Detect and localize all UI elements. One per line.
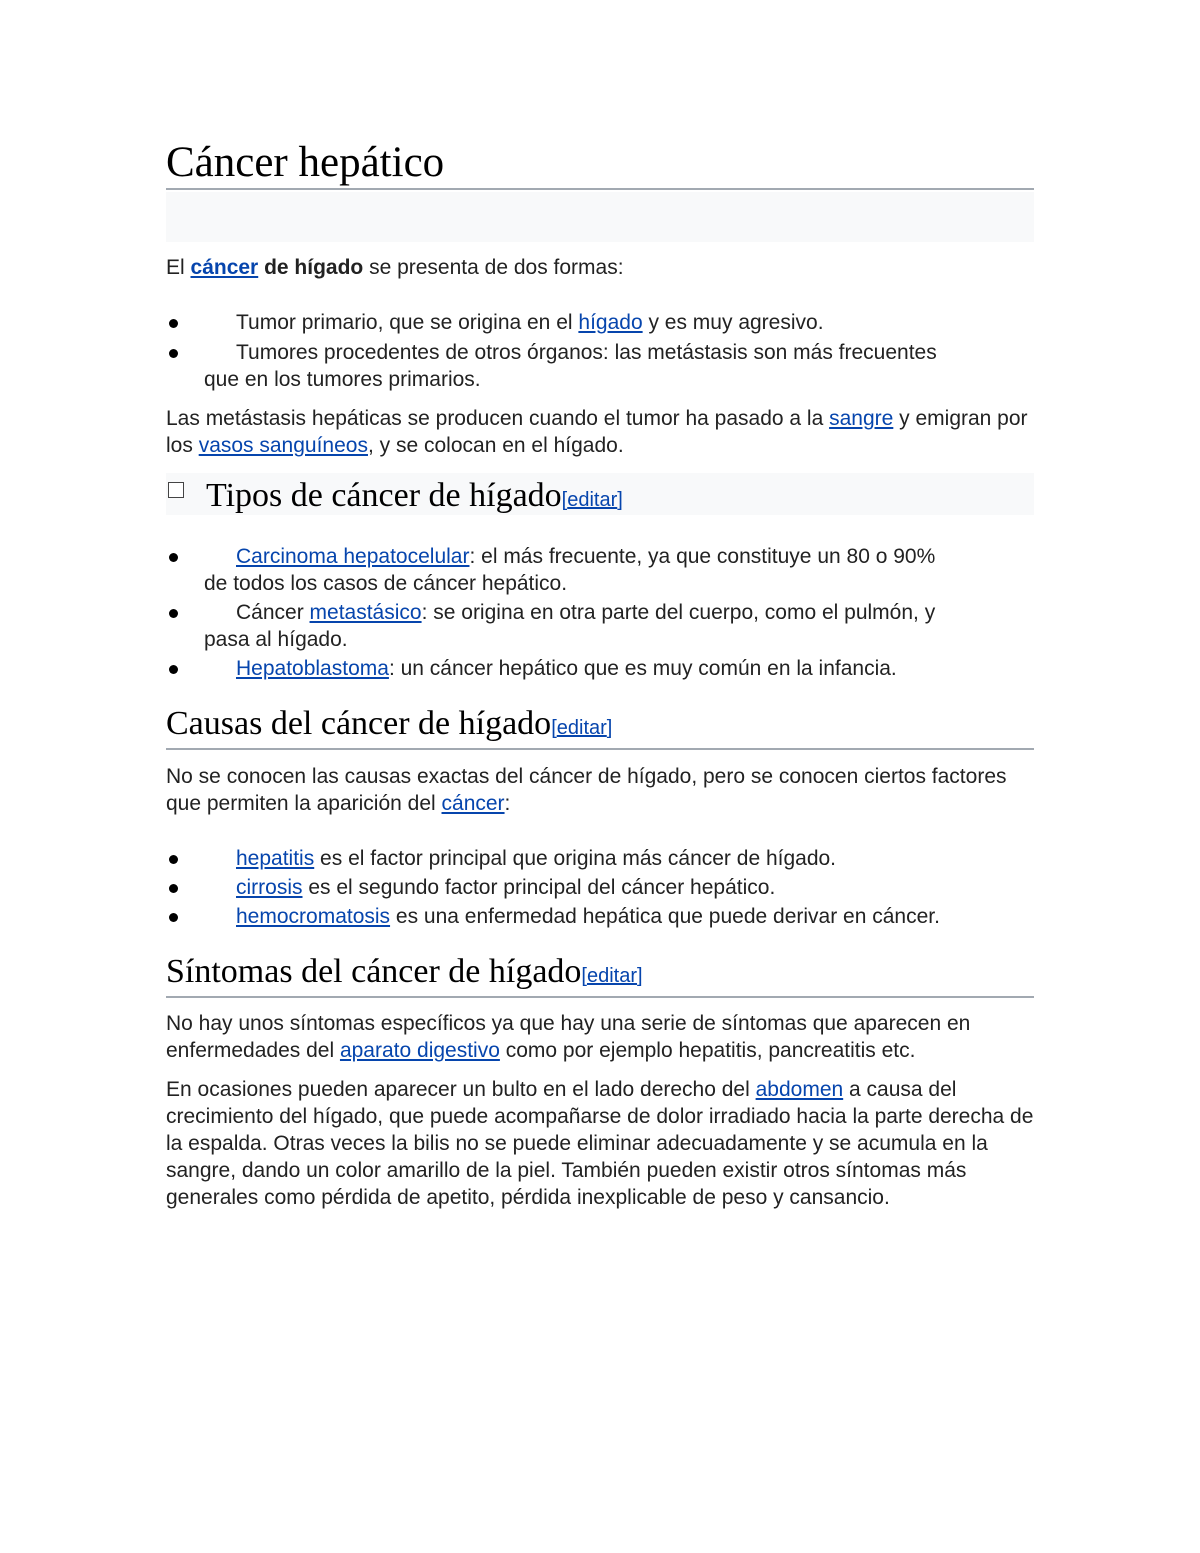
page-title: Cáncer hepático	[166, 138, 1034, 190]
bullet-icon	[169, 884, 178, 893]
list-item: hemocromatosis es una enfermedad hepática que puede derivar en cáncer.	[166, 903, 1034, 930]
intro-text: El	[166, 256, 191, 279]
link-carcinoma[interactable]: Carcinoma hepatocelular	[236, 545, 470, 568]
bullet-icon	[169, 913, 178, 922]
list-item: Carcinoma hepatocelular: el más frecuente, ya que constituye un 80 o 90% de todos los casos de cáncer hepático.	[166, 543, 1034, 597]
document-page	[166, 138, 1034, 1211]
intro-paragraph	[166, 254, 1034, 281]
list-item: hepatitis es el factor principal que origina más cáncer de hígado.	[166, 845, 1034, 872]
section-title-sintomas: Síntomas del cáncer de hígado[editar]	[166, 952, 1034, 998]
link-higado[interactable]: hígado	[578, 311, 643, 334]
intro-text-2: se presenta de dos formas:	[363, 256, 624, 279]
tipos-list	[166, 543, 1034, 682]
link-hemocromatosis[interactable]: hemocromatosis	[236, 905, 391, 928]
link-cirrosis[interactable]: cirrosis	[236, 876, 303, 899]
edit-link-causas[interactable]: [editar]	[551, 717, 613, 739]
sintomas-paragraph-2: En ocasiones pueden aparecer un bulto en el lado derecho del abdomen a causa del crecimiento del hígado, que puede acompañarse de dolor irradiado hacia la parte derecha de la espalda. Otras veces la bilis no se puede eliminar adecuadamente y se acumula en la sangre, dando un color amarillo de la piel. También pueden existir otros síntomas más generales como pérdida de apetito, pérdida inexplicable de peso y cansancio.	[166, 1078, 1034, 1209]
section-title-causas: Causas del cáncer de hígado[editar]	[166, 704, 1034, 750]
link-vasos-sanguineos[interactable]: vasos sanguíneos	[198, 434, 368, 457]
metastasis-paragraph: Las metástasis hepáticas se producen cuando el tumor ha pasado a la sangre y emigran por los vasos sanguíneos, y se colocan en el hígado.	[166, 407, 1028, 457]
link-metastasico[interactable]: metastásico	[309, 601, 422, 624]
link-aparato-digestivo[interactable]: aparato digestivo	[339, 1039, 500, 1062]
bullet-icon	[169, 665, 178, 674]
intro-bold: de hígado	[258, 256, 364, 279]
causas-paragraph: No se conocen las causas exactas del cáncer de hígado, pero se conocen ciertos factores que permiten la aparición del cáncer:	[166, 765, 1007, 815]
bullet-icon	[169, 553, 178, 562]
section-tipos-header	[166, 473, 1034, 515]
section-title-tipos: Tipos de cáncer de hígado[editar]	[206, 477, 623, 514]
link-abdomen[interactable]: abdomen	[755, 1078, 844, 1101]
list-item: Cáncer metastásico: se origina en otra parte del cuerpo, como el pulmón, y pasa al hígado.	[166, 599, 1034, 653]
list-item: Tumor primario, que se origina en el hígado y es muy agresivo.	[166, 309, 1034, 336]
bullet-icon	[169, 349, 178, 358]
sintomas-paragraph-1: No hay unos síntomas específicos ya que hay una serie de síntomas que aparecen en enfermedades del aparato digestivo como por ejemplo hepatitis, pancreatitis etc.	[166, 1012, 971, 1062]
link-cancer-2[interactable]: cáncer	[441, 792, 505, 815]
bullet-icon	[169, 609, 178, 618]
causas-list	[166, 845, 1034, 930]
checkbox-icon[interactable]	[168, 482, 184, 498]
link-hepatitis[interactable]: hepatitis	[236, 847, 315, 870]
bullet-icon	[169, 319, 178, 328]
forms-list	[166, 309, 1034, 393]
list-item: cirrosis es el segundo factor principal del cáncer hepático.	[166, 874, 1034, 901]
bullet-icon	[169, 855, 178, 864]
link-sangre[interactable]: sangre	[829, 407, 894, 430]
link-cancer[interactable]: cáncer	[190, 256, 259, 279]
link-hepatoblastoma[interactable]: Hepatoblastoma	[236, 657, 389, 680]
edit-link-tipos[interactable]: [editar]	[561, 489, 623, 511]
edit-link-sintomas[interactable]: [editar]	[581, 965, 643, 987]
list-item: Hepatoblastoma: un cáncer hepático que es muy común en la infancia.	[166, 655, 1034, 682]
list-item: Tumores procedentes de otros órganos: las metástasis son más frecuentes que en los tumores primarios.	[166, 339, 1034, 393]
gray-band	[166, 192, 1034, 242]
